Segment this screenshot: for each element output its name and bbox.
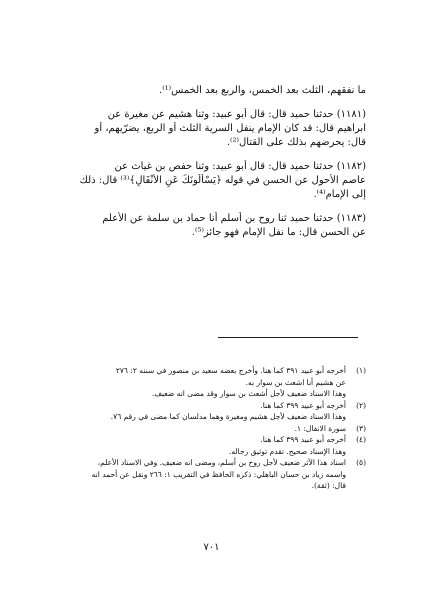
- footnote-line: أخرجه أبو عبيد ٣٩١ كما هنا. وأخرج بعضه سعيد بن منصور في سننه ٢: ٢٧٦: [115, 366, 346, 375]
- footnote-line: وهذا الاسناد ضعيف لأجل أشعث بن سوار وقد مضى انه ضعيف.: [151, 389, 346, 398]
- main-text: [70, 84, 366, 250]
- text-line: (١١٨١) حدثنا حميد قال: قال أبو عبيد: وثنا هشيم عن مغيرة عن: [107, 109, 366, 120]
- footnote-number: (١): [356, 366, 366, 375]
- text-line: إلى الإمام⁽⁴⁾.: [313, 189, 366, 200]
- footnote-line: أخرجه أبو عبيد ٣٩٩ كما هنا.: [260, 435, 346, 444]
- text-line: عن الحسن قال: ما نفل الإمام فهو جائز⁽⁵⁾.: [191, 227, 366, 238]
- text-line: ما نفقهم، الثلث بعد الخمس، والربع بعد الخمس⁽¹⁾.: [159, 85, 366, 96]
- footnotes: [78, 365, 366, 492]
- footnote-divider: [218, 337, 358, 338]
- footnote-1: [78, 365, 366, 400]
- footnote-number: (٤): [356, 435, 366, 444]
- footnote-line: قال: (ثقة).: [311, 481, 346, 490]
- footnote-line: عن هشيم أنا اشعث بن سوار به.: [245, 377, 346, 387]
- paragraph-1181: [70, 108, 366, 150]
- footnote-3: [78, 423, 366, 435]
- footnote-line: وهذا الإسناد صحيح. تقدم توثيق رجاله.: [228, 446, 346, 456]
- text-line: ابراهيم قال: قد كان الإمام ينفل السرية الثلث أو الربع، يضرّيهم، أو: [94, 123, 366, 134]
- text-line: (١١٨٢) حدثنا حميد قال: قال أبو عبيد: وثنا حفص بن غياث عن: [114, 161, 366, 172]
- footnote-line: أخرجه أبو عبيد ٣٩٩ كما هنا.: [260, 400, 346, 410]
- text-line: قال: يحرضهم بذلك على القتال⁽²⁾.: [226, 137, 366, 148]
- footnote-number: (٥): [356, 458, 366, 467]
- text-line: عاصم الأحول عن الحسن في قوله ﴿يَسْأَلُونَكَ عَنِ الأَنْفَالِ﴾⁽³⁾ قال: ذلك: [79, 175, 366, 186]
- footnote-2: [78, 400, 366, 423]
- page-number: ٧٠١: [203, 542, 220, 553]
- paragraph-1182: [70, 160, 366, 202]
- paragraph-intro: [70, 84, 366, 98]
- footnote-line: واسمه زياد بن حسان الباهلي: ذكره الحافظ في التقريب ١: ٢٦٦ ونقل عن أحمد انه: [91, 469, 346, 479]
- footnote-line: وهذا الاسناد ضعيف لأجل هشيم ومغيرة وهما مدلسان كما مضى في رقم ٧٦.: [110, 412, 346, 421]
- footnote-number: (٢): [356, 400, 366, 410]
- text-line: (١١٨٣) حدثنا حميد ثنا روح بن أسلم أنا حماد بن سلمة عن الأعلم: [102, 213, 366, 224]
- footnote-5: [78, 457, 366, 492]
- paragraph-1183: [70, 212, 366, 240]
- footnote-number: (٣): [356, 423, 366, 433]
- footnote-4: [78, 434, 366, 457]
- footnote-line: اسناد هذا الأثر ضعيف لأجل روح بن أسلم، ومضى انه ضعيف. وفي الاسناد الأعلم،: [97, 458, 346, 467]
- footnote-line: سورة الانفال: ١.: [294, 423, 346, 433]
